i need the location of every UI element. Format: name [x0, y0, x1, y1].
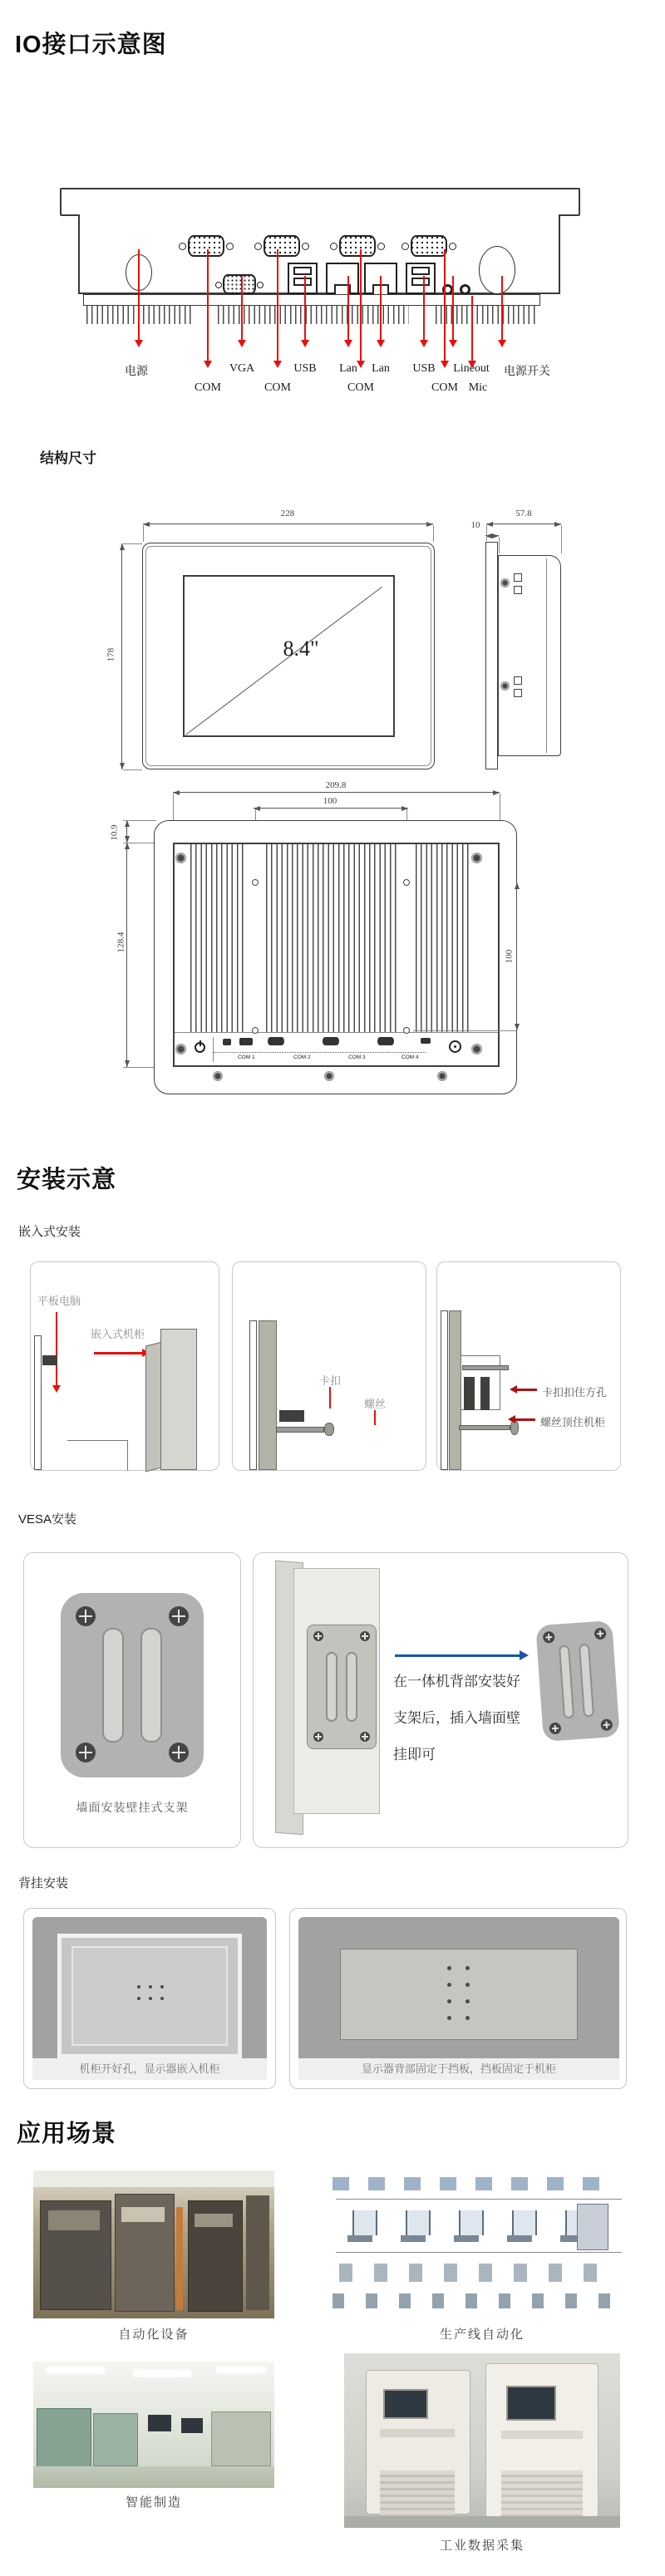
dim-vesa-width: 100 [323, 796, 337, 806]
cabinet-vent [501, 2470, 583, 2520]
cabinet-screen [383, 2389, 428, 2419]
down-arrow-lineout [452, 276, 454, 340]
hole-dot [466, 1983, 470, 1987]
screw-icon [500, 578, 510, 587]
screw-icon [549, 1723, 561, 1735]
ext-line [143, 525, 144, 542]
photo-smart-manufacturing [33, 2362, 274, 2488]
com-port-icon [339, 235, 376, 257]
screw-icon [600, 1718, 613, 1731]
vesa-hole [403, 1027, 410, 1034]
com4-label: COM 4 [401, 1054, 419, 1060]
bracket-slot [559, 1645, 574, 1719]
vent-hole [514, 586, 522, 594]
clip-label: 卡扣 [319, 1374, 342, 1387]
vent-hole [514, 676, 522, 685]
photo-production-line-diagram [328, 2170, 637, 2318]
ceiling-light [47, 2367, 105, 2373]
down-arrow-power-switch [501, 276, 503, 340]
cabinet [366, 2370, 470, 2515]
port-label-lan: Lan [372, 362, 390, 375]
cabinet-side-face [145, 1342, 162, 1472]
ceiling-light [216, 2367, 266, 2373]
machine [211, 2411, 271, 2466]
machine [37, 2408, 91, 2468]
cabinet [485, 2363, 598, 2518]
hole-dot [137, 1985, 140, 1989]
port-label-com: COM [195, 381, 221, 394]
down-arrow-usb [304, 276, 306, 340]
com-icon [377, 1037, 394, 1045]
dimensions-section-title: 结构尺寸 [40, 450, 96, 466]
embedded-install-step1 [30, 1261, 219, 1471]
cabinet-vent [380, 2470, 455, 2517]
screw-icon [360, 1631, 370, 1641]
port-label-mic: Mic [468, 381, 488, 394]
port-label-lineout: Lineout [453, 362, 490, 375]
screw-head [324, 1423, 334, 1436]
bracket-slot [102, 1628, 124, 1743]
bracket-slot [140, 1628, 162, 1743]
embedded-install-subtitle: 嵌入式安装 [18, 1225, 81, 1239]
bottom-screw [437, 1071, 447, 1081]
ports-strip-divider [175, 1032, 498, 1033]
hole-dot [160, 1985, 164, 1989]
vga-port-icon [223, 274, 256, 294]
vesa-note-line3: 挂即可 [393, 1747, 436, 1762]
com3-label: COM 3 [348, 1054, 366, 1060]
monitor-stand-row [347, 2235, 597, 2242]
dim-line [126, 843, 127, 1067]
server-icon [577, 2204, 608, 2250]
screw-icon [360, 1732, 370, 1742]
ext-line [561, 525, 562, 553]
bottom-screw [324, 1071, 334, 1081]
screw-icon [76, 1606, 96, 1626]
tablet-port-block [42, 1355, 57, 1365]
port-label-usb: USB [412, 362, 436, 375]
leader-line [413, 1030, 516, 1031]
vesa-bracket-panel [23, 1552, 241, 1848]
vesa-hole [252, 1027, 259, 1034]
opening-inner [71, 1946, 228, 2046]
lan-port-icon [326, 263, 359, 294]
dim-front-height: 178 [106, 647, 116, 662]
hole-dot [447, 1983, 451, 1987]
side-front-panel [485, 542, 498, 769]
hole-dot [149, 1997, 152, 2000]
dotted-line [213, 1052, 426, 1053]
side-inner-line [546, 558, 547, 753]
bracket-slot [346, 1652, 357, 1722]
backhang-right-panel [289, 1908, 627, 2089]
cabinet-panel [501, 2431, 583, 2439]
sim-icon [421, 1038, 431, 1044]
heatsink-fins [266, 844, 398, 1032]
clip-note: 卡扣扣住方孔 [542, 1386, 608, 1399]
machine-window [121, 2207, 165, 2222]
red-right-arrow [94, 1352, 142, 1354]
screw-icon [543, 1631, 555, 1644]
ext-line [499, 537, 500, 553]
dim-line [254, 808, 408, 809]
cabinet-cutout-outline [67, 1440, 128, 1471]
wall-plate-graphic [307, 1625, 377, 1749]
screw-icon [313, 1631, 323, 1641]
screw-label: 螺丝 [364, 1398, 387, 1410]
workstation-row [339, 2264, 613, 2282]
io-section-title: IO接口示意图 [15, 32, 167, 58]
ceiling [33, 2170, 274, 2187]
port-label-lan: Lan [339, 362, 357, 375]
port-label-com: COM [264, 381, 291, 394]
cabinet-photo-bg [298, 1917, 619, 2080]
photo-data-collection [344, 2353, 620, 2528]
port-label-power-switch: 电源开关 [504, 366, 550, 378]
ext-line [123, 820, 156, 821]
heatsink-fins [190, 844, 247, 1032]
ext-line [123, 769, 142, 770]
cabinet-photo-bg [32, 1917, 267, 2080]
clip-part [279, 1410, 304, 1422]
down-arrow-com3 [360, 249, 362, 361]
hole-dot [466, 1999, 470, 2003]
dim-line [126, 820, 127, 843]
hole-dot [466, 1966, 470, 1970]
install-section-title: 安装示意 [17, 1167, 117, 1193]
tablet-cross-section [441, 1310, 448, 1470]
com1-label: COM 1 [238, 1054, 255, 1060]
cabinet-opening-frame [57, 1934, 242, 2058]
vesa-hole [252, 879, 259, 886]
port-label-usb: USB [293, 362, 317, 375]
vesa-hole [403, 879, 410, 886]
down-arrow-com1 [207, 249, 209, 361]
backhang-install-subtitle: 背挂安装 [18, 1876, 69, 1890]
cabinet-screen [506, 2386, 556, 2421]
backhang-right-caption: 显示器背部固定于挡板，挡板固定于机柜 [298, 2058, 619, 2080]
red-down-arrow [56, 1312, 57, 1385]
dim-side-depth: 57.8 [515, 509, 532, 519]
backhang-left-caption: 机柜开好孔，显示器嵌入机柜 [32, 2058, 267, 2080]
ext-line [173, 794, 174, 820]
down-arrow-power [138, 249, 140, 340]
down-arrow-mic [471, 296, 473, 361]
bus-line [336, 2252, 622, 2253]
monitor [148, 2415, 171, 2431]
com-port-icon [264, 235, 300, 257]
ext-line [433, 525, 434, 542]
clip-jaw [464, 1377, 475, 1410]
heatsink-fins [416, 844, 470, 1032]
hole-dot [466, 2016, 470, 2020]
small-bracket-graphic [535, 1620, 620, 1742]
device-icon-row [332, 2177, 615, 2190]
vent-hole [514, 573, 522, 582]
screen-size-label: 8.4" [283, 637, 319, 661]
machine-window [195, 2214, 233, 2227]
app-caption-2: 生产线自动化 [439, 2328, 525, 2342]
vesa-note-line1: 在一体机背部安装好 [393, 1674, 520, 1689]
port-label-com: COM [347, 381, 374, 394]
cabinet-front-face [160, 1329, 197, 1470]
screw-part [459, 1425, 510, 1430]
hole-dot [447, 1999, 451, 2003]
heatsink-fins [436, 306, 539, 324]
dim-back-height: 128.4 [116, 932, 126, 953]
vesa-bracket-graphic [61, 1593, 204, 1777]
vesa-mount-panel [253, 1552, 628, 1848]
tablet-cross-section [34, 1335, 42, 1470]
blue-right-arrow [395, 1654, 520, 1657]
dc-jack-icon [449, 1040, 461, 1053]
screw-note: 螺丝顶住机柜 [540, 1416, 606, 1428]
dim-front-width: 228 [280, 509, 295, 519]
device-front-bezel [60, 188, 580, 216]
usb-icon [239, 1038, 253, 1045]
app-caption-1: 自动化设备 [118, 2328, 190, 2342]
screw-icon [594, 1628, 607, 1640]
hole-dot [137, 1997, 140, 2000]
cabinet-panel [380, 2429, 455, 2437]
screw-part [276, 1427, 324, 1433]
port-label-com: COM [431, 381, 458, 394]
hole-dot [160, 1997, 164, 2000]
photo-automation-equipment [33, 2170, 274, 2318]
dim-line [173, 792, 500, 793]
down-arrow-vga [241, 276, 243, 340]
com-port-icon [411, 235, 447, 257]
device-icon-row [332, 2293, 625, 2308]
hole-dot [447, 1966, 451, 1970]
screw-icon [76, 1743, 96, 1762]
embedded-install-step2 [232, 1261, 426, 1471]
hole-dot [447, 2016, 451, 2020]
screw-icon [169, 1606, 189, 1626]
vesa-install-subtitle: VESA安装 [18, 1512, 77, 1526]
dim-line [516, 882, 517, 1030]
orange-column [176, 2207, 183, 2310]
bracket-slot [326, 1652, 337, 1722]
down-arrow-lan [380, 276, 382, 340]
corner-screw [471, 853, 482, 863]
dim-side-bezel: 10 [470, 520, 480, 530]
embedded-install-step3 [436, 1261, 621, 1471]
red-pointer-line [374, 1410, 376, 1425]
bracket-caption: 墙面安装壁挂式支架 [76, 1801, 189, 1814]
screw-icon [169, 1743, 189, 1762]
corner-screw [175, 853, 186, 863]
divider [213, 1037, 214, 1062]
dim-line [485, 535, 499, 536]
floor [33, 2466, 274, 2488]
rear-ports-strip [175, 1034, 498, 1065]
dark-red-left-arrow [517, 1389, 537, 1391]
down-arrow-com4 [444, 249, 446, 361]
cabinet-wall [259, 1320, 277, 1470]
mount-plate-graphic [340, 1949, 578, 2040]
screw-icon [500, 681, 510, 691]
bus-line [336, 2199, 622, 2200]
ceiling-light [133, 2370, 191, 2377]
floor [344, 2516, 620, 2528]
port-label-vga: VGA [229, 362, 255, 375]
app-caption-3: 智能制造 [125, 2495, 182, 2510]
machine-window [48, 2210, 100, 2230]
ext-line [486, 525, 487, 541]
backhang-left-panel [23, 1908, 276, 2089]
key-icon [223, 1039, 231, 1045]
vesa-note-line2: 支架后，插入墙面壁 [393, 1710, 520, 1726]
down-arrow-lan [347, 276, 349, 340]
clip-jaw [480, 1377, 490, 1410]
cabinet-wall [449, 1310, 461, 1470]
app-caption-4: 工业数据采集 [439, 2539, 525, 2553]
vent-hole [514, 689, 522, 697]
cabinet-label: 嵌入式机柜 [91, 1328, 145, 1340]
monitor-icon-row [347, 2210, 597, 2235]
monitor [181, 2418, 203, 2433]
red-pointer-line [329, 1387, 331, 1408]
tablet-cross-section [249, 1320, 257, 1470]
dim-vesa-height: 100 [504, 949, 515, 964]
screw-icon [313, 1732, 323, 1742]
usb-port-icon [406, 263, 436, 294]
ext-line [123, 543, 142, 544]
com2-label: COM 2 [293, 1054, 311, 1060]
hole-dot [149, 1985, 152, 1989]
bottom-screw [213, 1071, 223, 1081]
apps-section-title: 应用场景 [17, 2121, 117, 2147]
usb-port-icon [288, 263, 318, 294]
machine-rack [246, 2195, 269, 2310]
port-label-power: 电源 [125, 366, 148, 378]
down-arrow-usb [423, 276, 425, 340]
tablet-label: 平板电脑 [37, 1295, 81, 1307]
dim-line [121, 543, 122, 769]
machine [93, 2413, 138, 2466]
power-switch-hole [479, 246, 515, 294]
down-arrow-com2 [277, 249, 278, 361]
dim-back-width: 209.8 [325, 780, 347, 790]
com-icon [323, 1037, 339, 1045]
clip-arm [462, 1365, 509, 1370]
com-icon [268, 1037, 284, 1045]
dim-back-edge: 10.9 [109, 824, 120, 841]
dark-red-left-arrow [515, 1418, 535, 1421]
com-port-icon [188, 235, 224, 257]
bracket-slot [579, 1644, 594, 1718]
power-icon [195, 1042, 205, 1053]
